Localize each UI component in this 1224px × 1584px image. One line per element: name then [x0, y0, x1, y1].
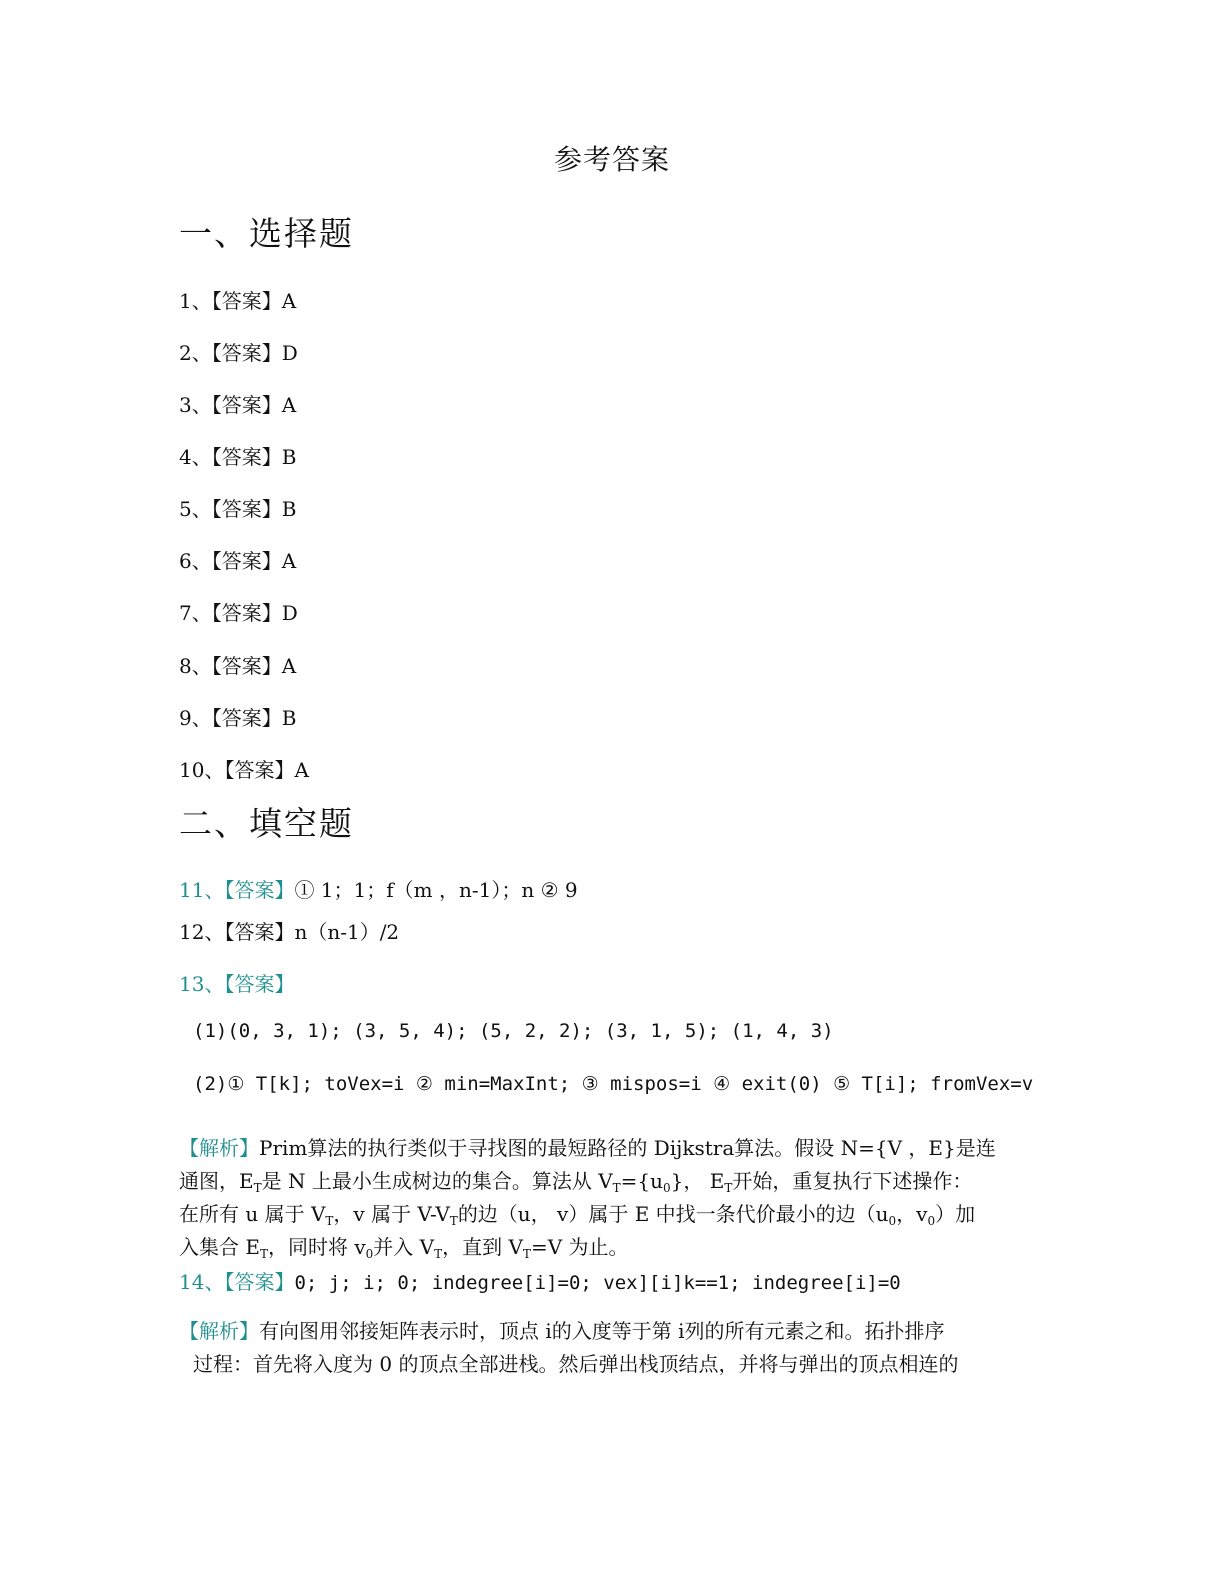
answer-13-part2: (2)① T[k]; toVex=i ② min=MaxInt; ③ mispos=i ④ exit(0) ⑤ T[i]; fromVex=v: [193, 1073, 1034, 1095]
answer-line-12: 12、【答案】n（n-1）/2: [179, 920, 400, 944]
analysis-14: 【解析】有向图用邻接矩阵表示时，顶点 i的入度等于第 i列的所有元素之和。拓扑排序 过程：首先将入度为 0 的顶点全部进栈。然后弹出栈顶结点，并将与弹出的顶点相连的: [179, 1319, 959, 1376]
answer-line: 5、【答案】B: [179, 497, 297, 521]
analysis-13: 【解析】Prim算法的执行类似于寻找图的最短路径的 Dijkstra算法。假设 N={V ，E}是连 通图，$E_T$是 N 上最小生成树边的集合。算法从 $V_T=\{u_0\}$， $E_T$开始，重复执行下述操作： 在所有 u 属于 $V_T$，v 属于 $V-V_T$的边（u， v）属于 E 中找一条代价最小的边（$u_0$，$v_0$）加 入集合 $E_T$，同时将 $v_0$并入 $V_T$，直到 $V_T=V$ 为止。: [179, 1136, 996, 1261]
answer-line: 10、【答案】A: [179, 758, 309, 782]
answer-line-11: 11、【答案】① 1；1；f（m ，n-1）；n ② 9: [179, 878, 578, 902]
answer-line: 1、【答案】A: [179, 289, 297, 313]
answer-13-part1: (1)(0, 3, 1); (3, 5, 4); (5, 2, 2); (3, 1, 5); (1, 4, 3): [193, 1020, 834, 1042]
answer-line: 4、【答案】B: [179, 445, 297, 469]
answer-line: 9、【答案】B: [179, 706, 297, 730]
answer-line: 6、【答案】A: [179, 549, 297, 573]
answer-line: 7、【答案】D: [179, 601, 298, 625]
answer-line: 3、【答案】A: [179, 393, 297, 417]
answer-line-13: 13、【答案】: [179, 972, 295, 996]
answer-line: 8、【答案】A: [179, 654, 297, 678]
page-title: 参考答案: [553, 143, 670, 176]
analysis-tag: 【解析】: [179, 1319, 259, 1343]
analysis-tag: 【解析】: [179, 1136, 259, 1160]
answer-line: 2、【答案】D: [179, 341, 298, 365]
section-heading-choice: 一、选择题: [179, 214, 354, 253]
section-heading-fill: 二、填空题: [179, 804, 354, 843]
answer-line-14: 14、【答案】0; j; i; 0; indegree[i]=0; vex][i]k==1; indegree[i]=0: [179, 1270, 901, 1294]
